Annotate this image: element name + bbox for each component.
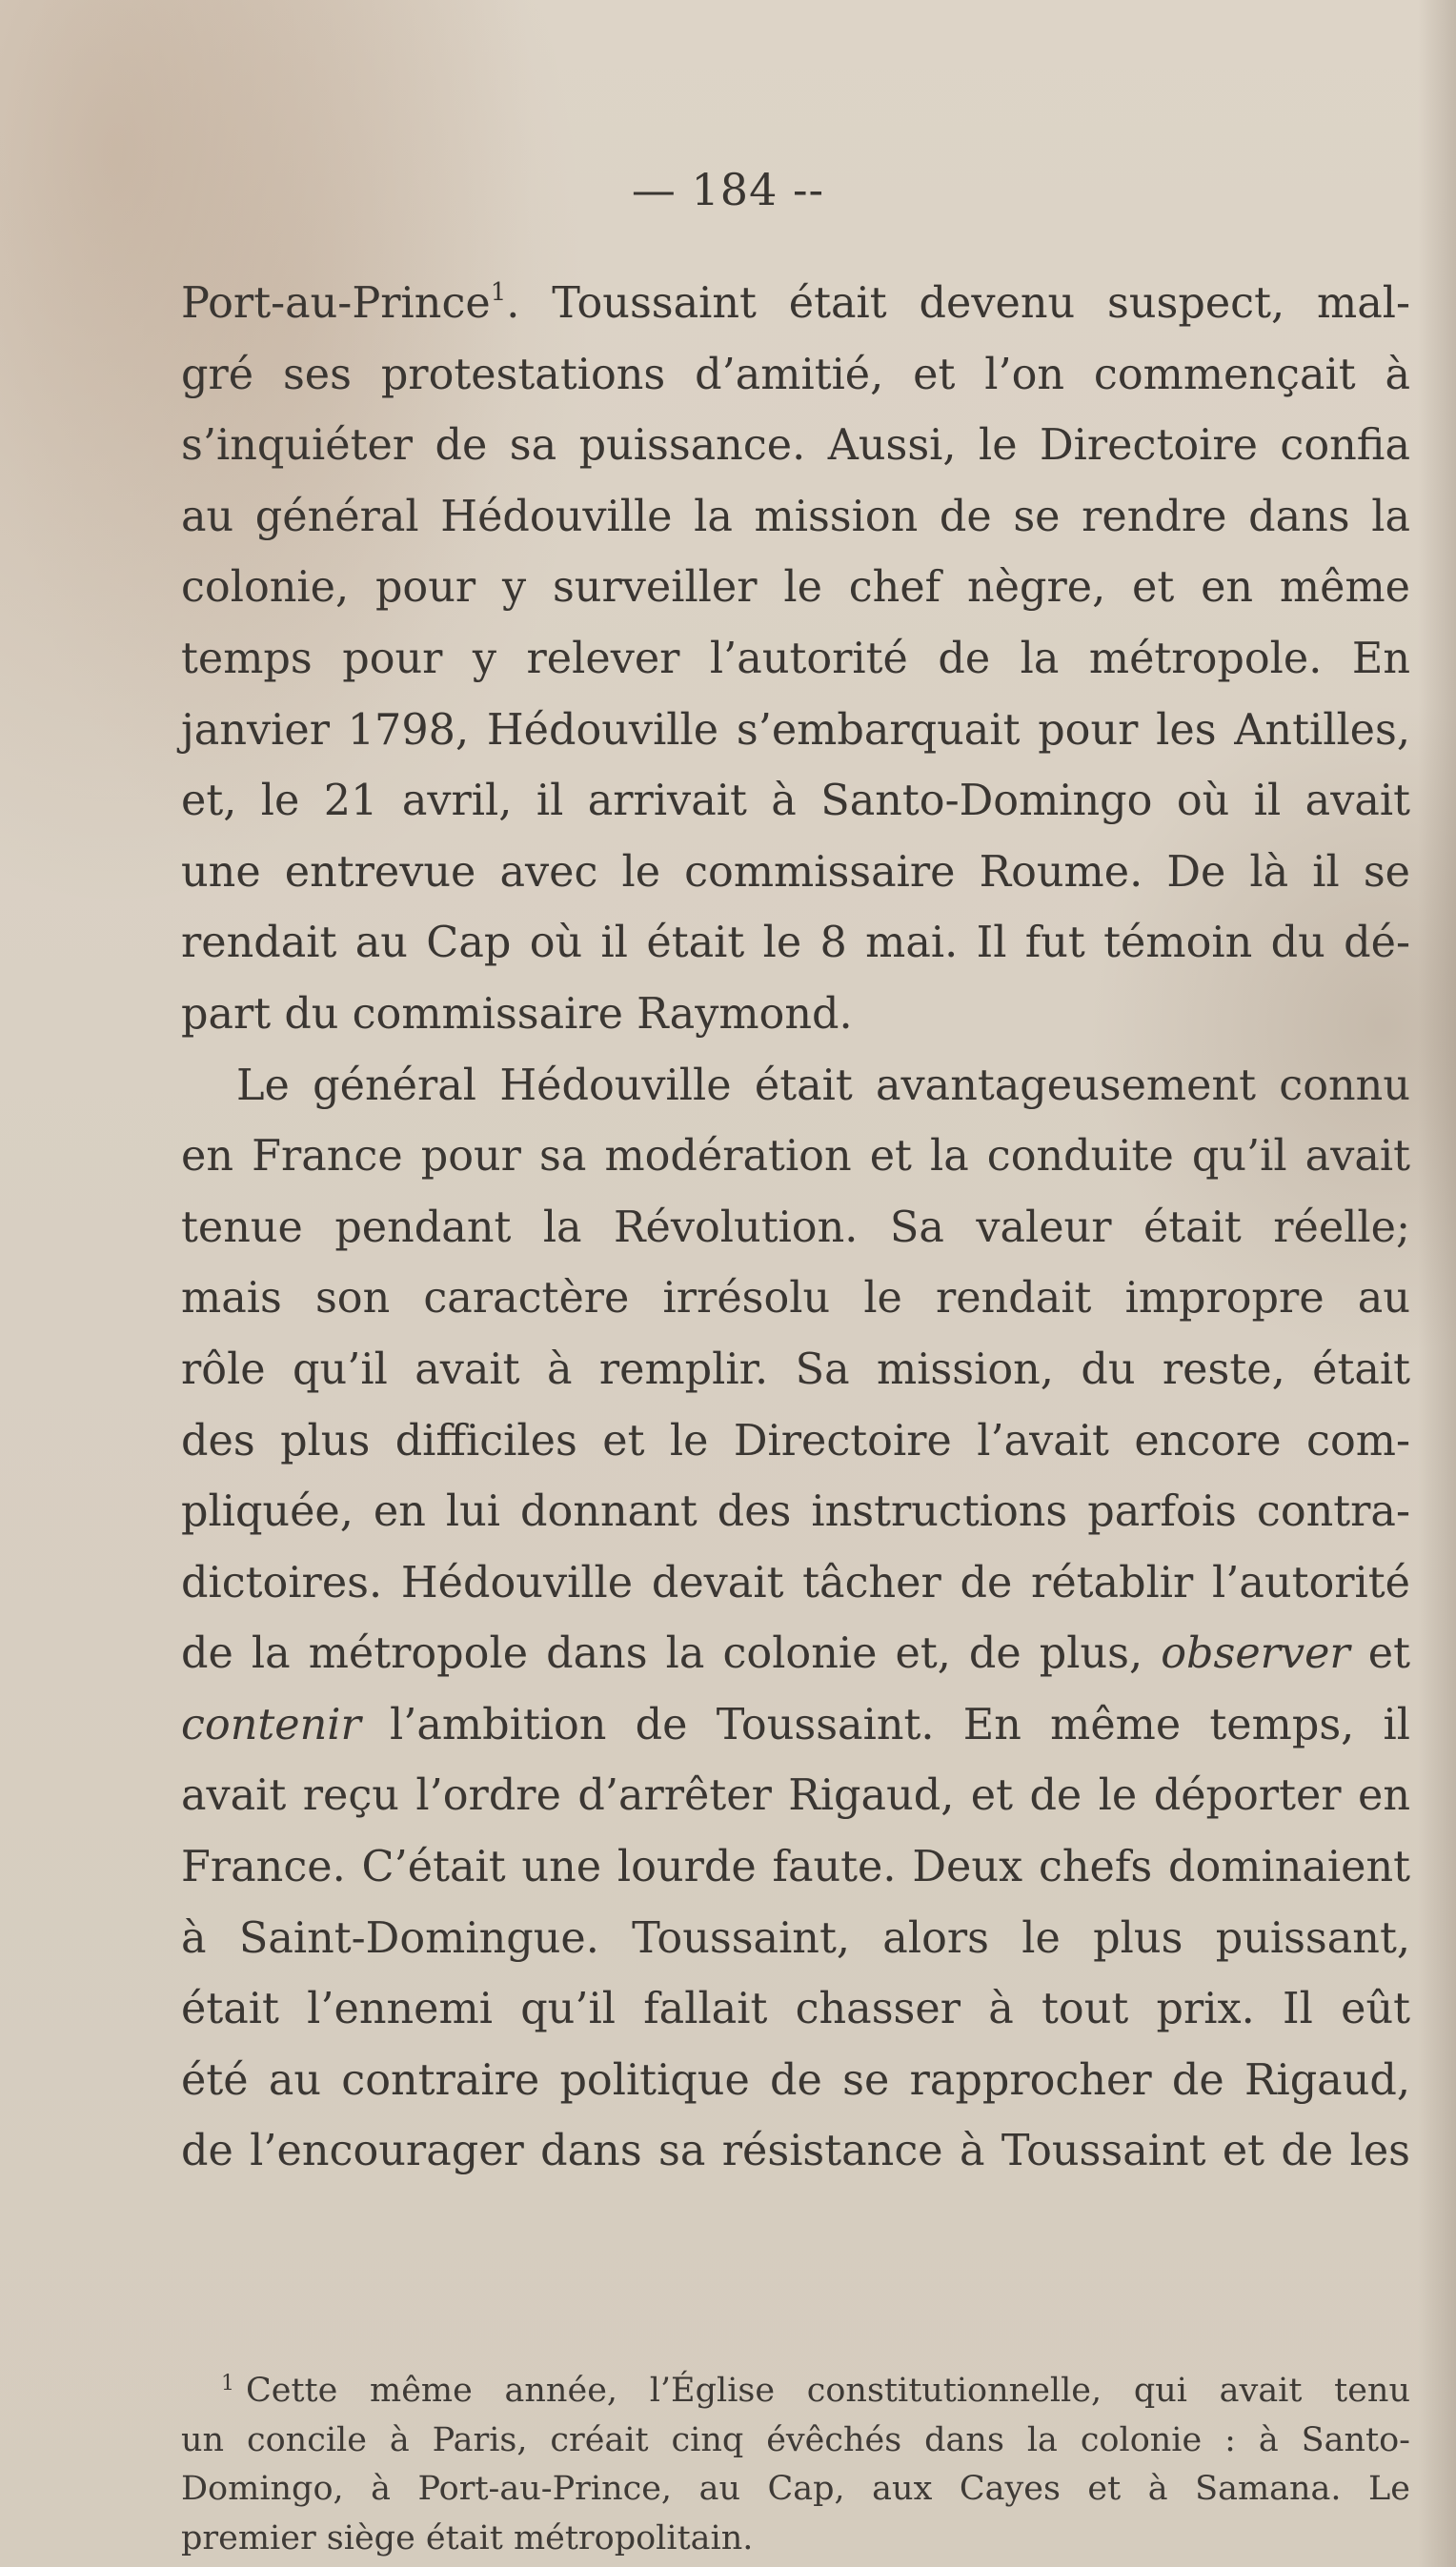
page-number: — 184 -- [631,164,825,215]
text-line: des plus difficiles et le Directoire l’avait encore com- [181,1416,1410,1465]
footnote [181,2367,1410,2563]
text-line: au général Hédouville la mission de se rendre dans la [181,492,1410,541]
text-line: et, le 21 avril, il arrivait à Santo-Domingo où il avait [181,777,1410,826]
footnote-line: un concile à Paris, créait cinq évêchés dans la colonie : à Santo- [181,2420,1410,2459]
text-line: en France pour sa modération et la conduite qu’il avait [181,1132,1410,1182]
body-text [181,269,1410,2188]
text-line: France. C’était une lourde faute. Deux chefs dominaient [181,1843,1410,1892]
text-line: une entrevue avec le commissaire Roume. De là il se [181,847,1410,897]
footnote-line: Domingo, à Port-au-Prince, au Cap, aux Cayes et à Samana. Le [181,2470,1410,2508]
text-line: été au contraire politique de se rapprocher de Rigaud, [181,2055,1410,2105]
footnote-line: premier siège était métropolitain. [181,2518,754,2557]
text-line: dictoires. Hédouville devait tâcher de rétablir l’autorité [181,1558,1410,1607]
paragraph-last-line: part du commissaire Raymond. [181,989,853,1039]
text-line: gré ses protestations d’amitié, et l’on commençait à [181,350,1410,399]
footnote-reference[interactable]: 1 [490,278,507,307]
text-line: Port-au-Prince$^1$. Toussaint était devenu suspect, mal- [181,278,1410,328]
text-line: pliquée, en lui donnant des instructions parfois contra- [181,1487,1410,1537]
italic-word: observer [1161,1629,1350,1679]
text-line: contenir l’ambition de Toussaint. En même temps, il [181,1700,1411,1749]
text-line: temps pour y relever l’autorité de la métropole. En [181,634,1410,683]
text-line: mais son caractère irrésolu le rendait impropre au [181,1274,1410,1324]
paragraph-first-line: Le général Hédouville était avantageusement connu [236,1061,1410,1110]
footnote-line: $^1$ Cette même année, l’Église constitutionnelle, qui avait tenu [221,2372,1410,2410]
text-line: de la métropole dans la colonie et, de plus, observer et [181,1629,1410,1679]
text-line: de l’encourager dans sa résistance à Toussaint et de les [181,2127,1410,2176]
page-edge-shadow [1418,0,1456,2567]
text-line: s’inquiéter de sa puissance. Aussi, le Directoire confia [181,421,1410,471]
footnote-marker: 1 [221,2372,234,2395]
text-line: colonie, pour y surveiller le chef nègre, et en même [181,563,1410,613]
italic-word: contenir [181,1700,361,1749]
text-line: janvier 1798, Hédouville s’embarquait pour les Antilles, [181,705,1410,755]
text-line: tenue pendant la Révolution. Sa valeur était réelle; [181,1203,1410,1252]
text-line: avait reçu l’ordre d’arrêter Rigaud, et de le déporter en [181,1771,1410,1821]
text-line: était l’ennemi qu’il fallait chasser à tout prix. Il eût [181,1985,1410,2034]
text-line: à Saint-Domingue. Toussaint, alors le plus puissant, [181,1913,1410,1963]
text-line: rôle qu’il avait à remplir. Sa mission, du reste, était [181,1344,1410,1394]
text-line: rendait au Cap où il était le 8 mai. Il fut témoin du dé- [181,919,1410,968]
